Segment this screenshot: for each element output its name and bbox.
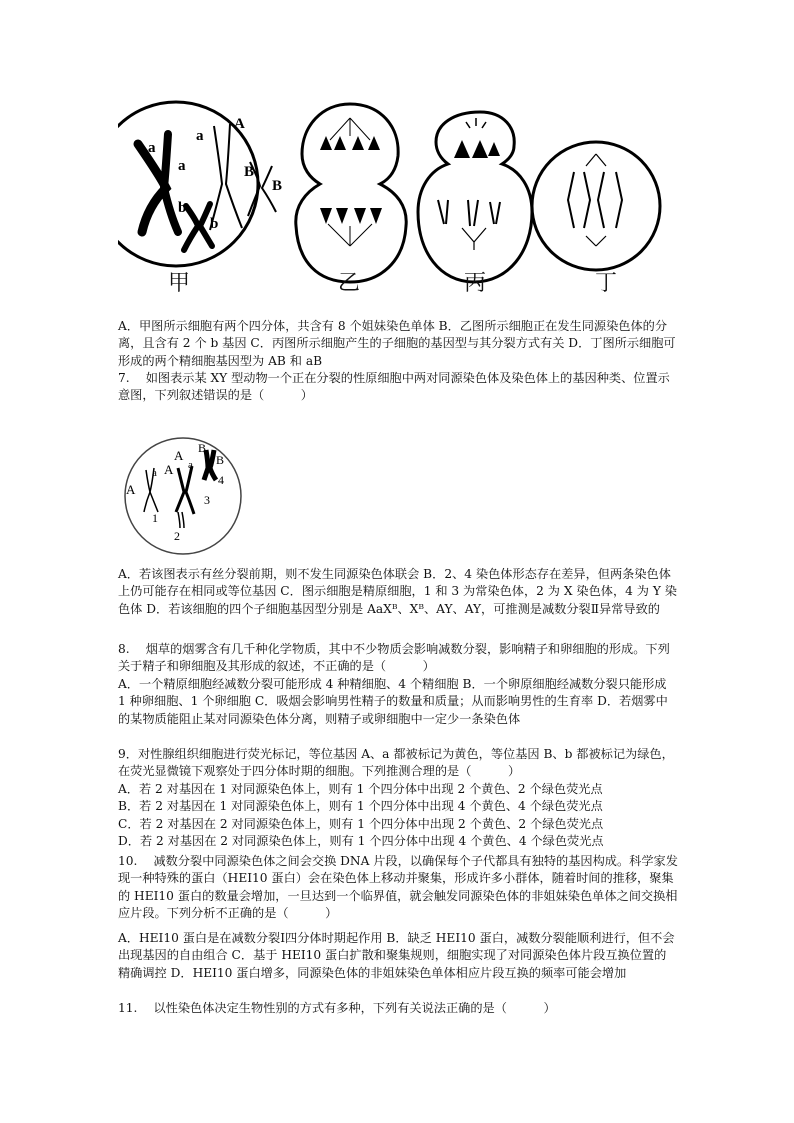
gene-label: b (178, 200, 187, 216)
gene-label: a (196, 128, 204, 144)
gene-label: B (216, 453, 225, 467)
gene-label: a (152, 467, 157, 479)
caption-yi: 乙 (338, 271, 361, 296)
q8-options: A．一个精原细胞经减数分裂可能形成 4 种精细胞、4 个精细胞 B．一个卵原细胞经减数分裂只能形成 1 种卵细胞、1 个卵细胞 C．吸烟会影响男性精子的数量和质量；从而影响男性的生育率 D．若烟雾中的某物质能阻止某对同源染色体分离，则精子或卵细胞中一定少一条染色体 (118, 677, 668, 726)
q10-stem: 10. 减数分裂中同源染色体之间会交换 DNA 片段，以确保每个子代都具有独特的基因构成。科学家发现一种特殊的蛋白（HEI10 蛋白）会在染色体上移动并聚集，形成许多小群体，随着时间的推移，聚集的 HEI10 蛋白的数量会增加，一旦达到一个临界值，就会触发同源染色体的非姐妹染色单体之间交换相应片段。下列分析不正确的是（ ） (118, 854, 678, 920)
cell-bing (418, 112, 532, 282)
q9-options (118, 781, 678, 850)
cell-yi (296, 104, 406, 282)
gene-label: B (198, 441, 207, 455)
chromosome-number: 2 (174, 529, 180, 543)
chromosome-figure (118, 432, 248, 562)
gene-label: B (244, 164, 255, 180)
gene-label: b (210, 216, 219, 232)
chromosome-number: 4 (218, 473, 224, 487)
q6-options: A．甲图所示细胞有两个四分体，共含有 8 个姐妹染色单体 B．乙图所示细胞正在发生同源染色体的分离，且含有 2 个 b 基因 C．丙图所示细胞产生的子细胞的基因型与其分裂方式有关 D．丁图所示细胞可形成的两个精细胞基因型为 AB 和 aB (118, 319, 676, 368)
q11-stem: 11. 以性染色体决定生物性别的方式有多种，下列有关说法正确的是（ ） (118, 1001, 556, 1015)
gene-label: A (174, 448, 184, 463)
caption-bing: 丙 (464, 271, 487, 296)
gene-label: A (164, 462, 174, 477)
caption-ding: 丁 (595, 271, 618, 296)
caption-jia: 甲 (168, 271, 191, 296)
gene-label: a (148, 140, 156, 156)
chromosome-number: 3 (204, 493, 210, 507)
q7-options: A．若该图表示有丝分裂前期，则不发生同源染色体联会 B．2、4 染色体形态存在差异，但两条染色体上仍可能存在相同或等位基因 C．图示细胞是精原细胞，1 和 3 为常染色体，2 为 X 染色体，4 为 Y 染色体 D．若该细胞的四个子细胞基因型分别是 AaXᴮ、Xᴮ、AY、AY，可推测是减数分裂Ⅱ异常导致的 (118, 567, 677, 616)
chromosome-number: 1 (152, 511, 158, 525)
gene-label: A (234, 116, 245, 132)
q9-option-a: A．若 2 对基因在 1 对同源染色体上，则有 1 个四分体中出现 2 个黄色、2 个绿色荧光点 (118, 782, 603, 796)
q9-option-b: B．若 2 对基因在 1 对同源染色体上，则有 1 个四分体中出现 4 个黄色、4 个绿色荧光点 (118, 799, 603, 814)
gene-label: B (272, 178, 283, 194)
q7-stem: 7. 如图表示某 XY 型动物一个正在分裂的性原细胞中两对同源染色体及染色体上的基因种类、位置示意图，下列叙述错误的是（ ） (118, 371, 670, 403)
gene-label: a (188, 459, 193, 471)
gene-label: a (178, 158, 186, 174)
q9-option-d: D．若 2 对基因在 2 对同源染色体上，则有 1 个四分体中出现 4 个黄色、4 个绿色荧光点 (118, 833, 604, 848)
cell-ding (532, 142, 660, 270)
cell-jia (118, 102, 282, 266)
q10-options: A．HEI10 蛋白是在减数分裂Ⅰ四分体时期起作用 B．缺乏 HEI10 蛋白，减数分裂能顺利进行，但不会出现基因的自由组合 C．基于 HEI10 蛋白扩散和聚集规则，细胞实现了对同源染色体片段互换位置的精确调控 D．HEI10 蛋白增多，同源染色体的非姐妹染色单体相应片段互换的频率可能会增加 (118, 931, 675, 980)
gene-label: A (126, 482, 136, 497)
q8-stem: 8. 烟草的烟雾含有几千种化学物质，其中不少物质会影响减数分裂，影响精子和卵细胞的形成。下列关于精子和卵细胞及其形成的叙述，不正确的是（ ） (118, 642, 670, 674)
q9-option-c: C．若 2 对基因在 2 对同源染色体上，则有 1 个四分体中出现 2 个黄色、2 个绿色荧光点 (118, 816, 604, 831)
q9-stem: 9．对性腺组织细胞进行荧光标记，等位基因 A、a 都被标记为黄色，等位基因 B、b 都被标记为绿色，在荧光显微镜下观察处于四分体时期的细胞。下列推测合理的是（ ） (118, 747, 674, 779)
cell-division-figure (118, 96, 678, 301)
